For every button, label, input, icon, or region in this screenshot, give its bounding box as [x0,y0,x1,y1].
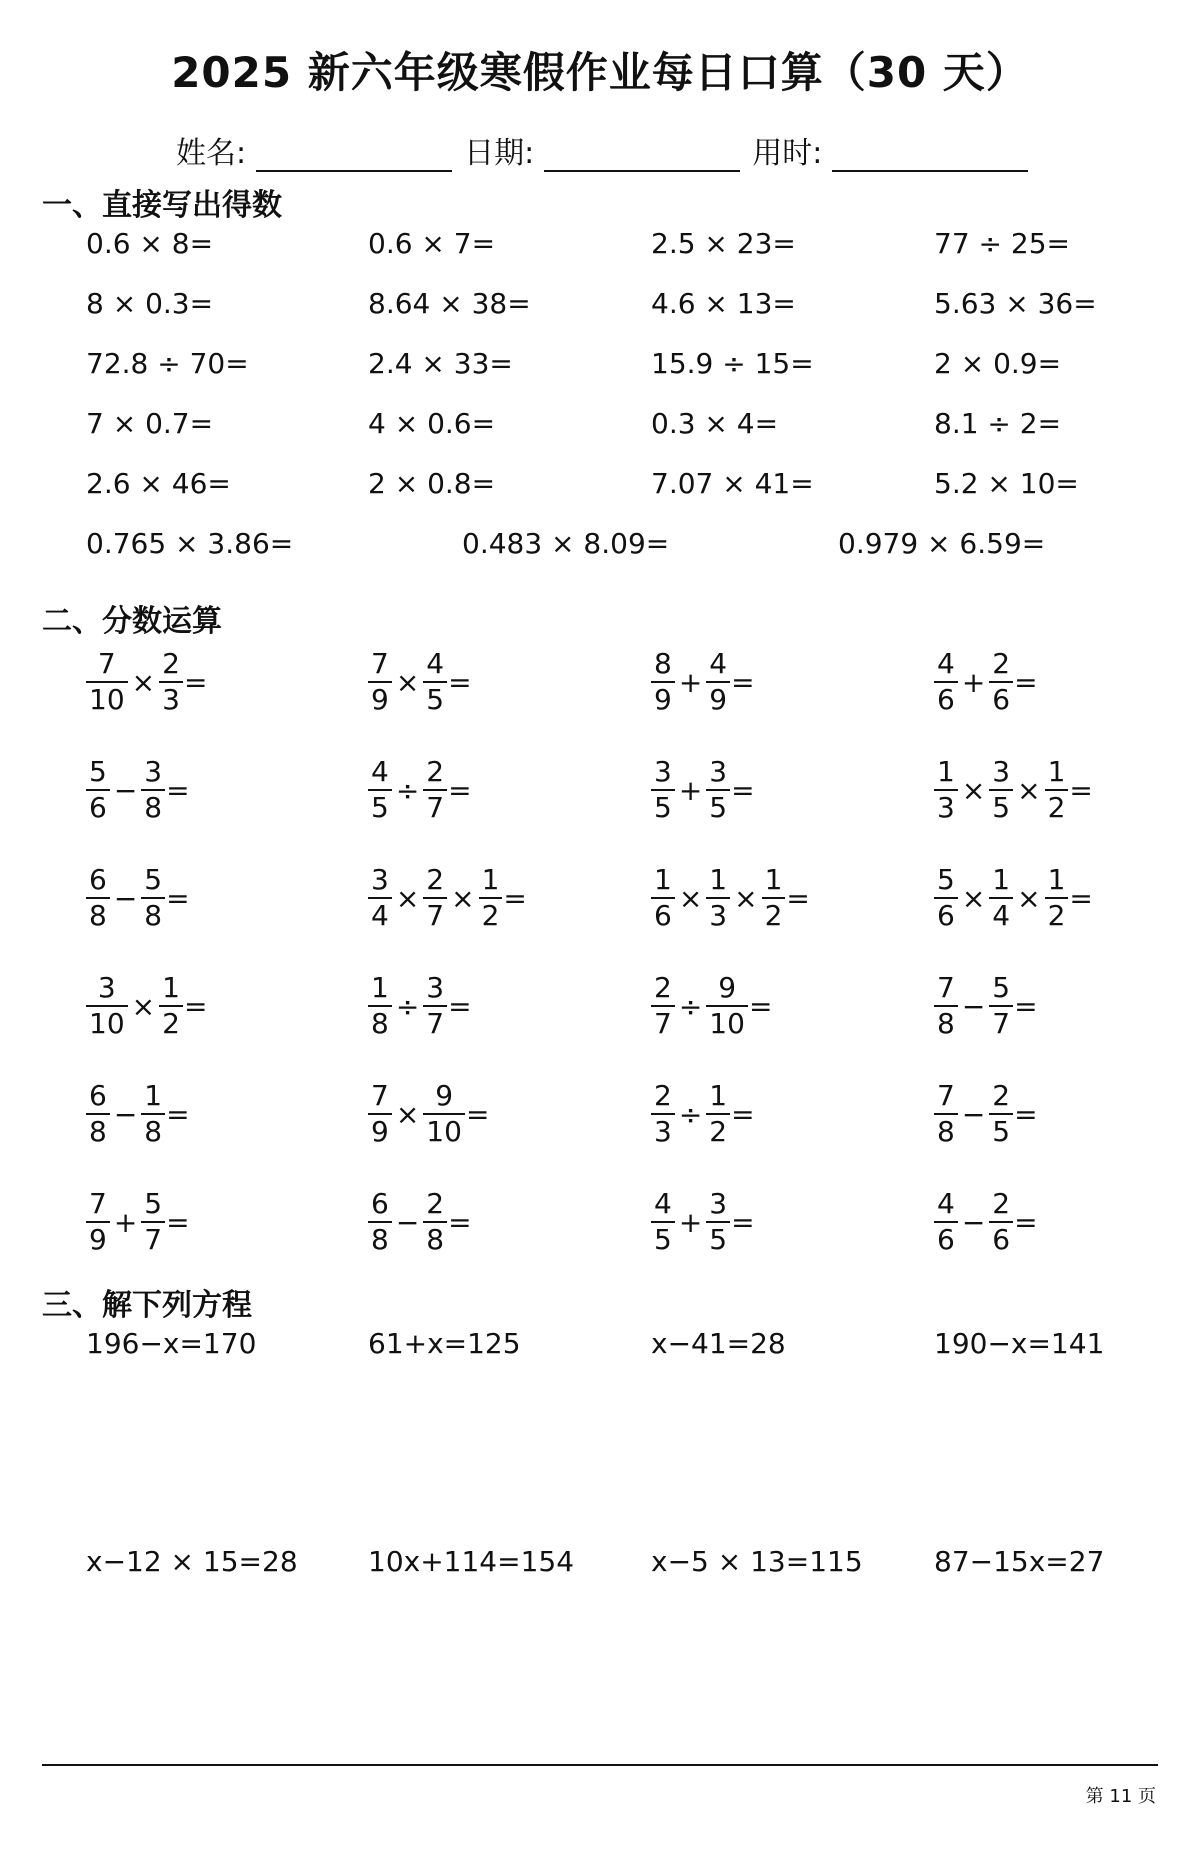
denominator: 8 [934,1113,958,1149]
numerator: 3 [709,755,728,788]
numerator: 3 [371,863,389,896]
denominator: 5 [706,1221,730,1257]
denominator: 9 [368,681,392,717]
arithmetic-problem: 5.2 × 10= [934,467,1079,500]
fraction [651,647,675,717]
numerator: 3 [426,971,445,1004]
denominator: 5 [706,789,730,825]
denominator: 2 [762,897,786,933]
equals-sign: = [1014,1097,1038,1131]
fraction [86,863,110,933]
fraction-problem [651,748,755,832]
denominator: 3 [651,1113,675,1149]
arithmetic-problem: 8 × 0.3= [86,287,214,320]
operator: × [451,881,475,915]
fraction [423,971,447,1041]
equals-sign: = [448,1205,472,1239]
equals-sign: = [1014,1205,1038,1239]
denominator: 6 [934,1221,958,1257]
numerator: 1 [1047,755,1066,788]
fraction-row [0,1180,1200,1264]
fraction [762,863,786,933]
denominator: 7 [423,789,447,825]
denominator: 5 [651,1221,675,1257]
arithmetic-problem: 0.6 × 8= [86,227,214,260]
fraction [141,863,165,933]
equals-sign: = [731,773,755,807]
arithmetic-problem: 77 ÷ 25= [934,227,1070,260]
fraction-problem [934,1072,1038,1156]
operator: × [395,665,420,699]
fraction-row [0,748,1200,832]
operator: × [961,773,986,807]
denominator: 7 [423,1005,447,1041]
fraction-row [0,1072,1200,1156]
fraction-problem [86,856,190,940]
equals-sign: = [166,1097,190,1131]
fraction [934,647,958,717]
fraction [368,1079,392,1149]
denominator: 5 [651,789,675,825]
fraction [86,755,110,825]
operator: − [961,1205,986,1239]
arithmetic-problem: 4 × 0.6= [368,407,496,440]
denominator: 5 [423,681,447,717]
operator: + [678,773,703,807]
fraction [651,971,675,1041]
fraction [989,1079,1013,1149]
operator: ÷ [395,773,420,807]
fraction [989,1187,1013,1257]
fraction-problem [368,1180,472,1264]
fraction-problem [368,964,472,1048]
equals-sign: = [748,989,773,1023]
fraction [159,971,183,1041]
arithmetic-problem: 4.6 × 13= [651,287,796,320]
numerator: 9 [718,971,737,1004]
operator: + [961,665,986,699]
fraction-problem [651,964,772,1048]
fraction [706,755,730,825]
fraction [86,1187,110,1257]
student-info [176,128,1040,172]
numerator: 3 [654,755,672,788]
equals-sign: = [465,1097,490,1131]
page-number: 第 11 页 [1085,1786,1156,1807]
numerator: 4 [937,1187,955,1220]
equation-row [0,1540,1200,1584]
fraction-row [0,640,1200,724]
arithmetic-problem: 72.8 ÷ 70= [86,347,249,380]
fraction [141,1187,165,1257]
fraction-problem [368,1072,489,1156]
fraction-problem [368,856,527,940]
operator: × [395,1097,420,1131]
problem-row [0,462,1200,506]
time-label: 用时: [752,136,823,171]
fraction [368,647,392,717]
numerator: 7 [937,1079,955,1112]
numerator: 4 [709,647,728,680]
denominator: 7 [989,1005,1013,1041]
problem-row [0,522,1200,566]
denominator: 2 [706,1113,730,1149]
numerator: 6 [89,863,107,896]
operator: × [1017,773,1041,807]
numerator: 7 [371,1079,389,1112]
fraction [651,755,675,825]
fraction [159,647,183,717]
numerator: 1 [144,1079,163,1112]
arithmetic-problem: 5.63 × 36= [934,287,1097,320]
arithmetic-problem: 0.765 × 3.86= [86,527,294,560]
arithmetic-problem: 8.64 × 38= [368,287,531,320]
arithmetic-problem: 15.9 ÷ 15= [651,347,814,380]
fraction [368,1187,392,1257]
fraction-problem [651,856,810,940]
denominator: 8 [141,897,165,933]
fraction-problem [934,964,1038,1048]
fraction-problem [934,748,1093,832]
equals-sign: = [731,665,755,699]
fraction [141,1079,165,1149]
numerator: 2 [426,755,445,788]
equation-problem: x−5 × 13=115 [651,1545,863,1578]
equation-problem: 61+x=125 [368,1327,521,1360]
equals-sign: = [731,1205,755,1239]
denominator: 6 [86,789,110,825]
numerator: 1 [371,971,389,1004]
numerator: 3 [97,971,116,1004]
arithmetic-problem: 2 × 0.9= [934,347,1062,380]
operator: × [131,665,156,699]
fraction [934,1187,958,1257]
footer-divider [42,1764,1158,1766]
numerator: 9 [435,1079,454,1112]
fraction [934,971,958,1041]
numerator: 2 [654,1079,672,1112]
fraction [479,863,503,933]
denominator: 8 [141,1113,165,1149]
equals-sign: = [166,773,190,807]
fraction-problem [651,640,755,724]
equals-sign: = [1014,989,1038,1023]
fraction-problem [651,1180,755,1264]
equals-sign: = [448,773,472,807]
fraction [86,1079,110,1149]
arithmetic-problem: 0.979 × 6.59= [838,527,1046,560]
arithmetic-problem: 7.07 × 41= [651,467,814,500]
numerator: 1 [1047,863,1066,896]
numerator: 7 [937,971,955,1004]
equals-sign: = [183,989,208,1023]
numerator: 7 [97,647,116,680]
arithmetic-problem: 2.4 × 33= [368,347,513,380]
denominator: 5 [989,789,1013,825]
operator: × [961,881,986,915]
numerator: 1 [937,755,955,788]
denominator: 3 [706,897,730,933]
operator: ÷ [678,989,703,1023]
numerator: 1 [709,1079,728,1112]
problem-row [0,282,1200,326]
numerator: 3 [144,755,163,788]
operator: + [678,665,703,699]
denominator: 4 [989,897,1013,933]
equals-sign: = [1069,773,1093,807]
arithmetic-problem: 2.6 × 46= [86,467,231,500]
numerator: 2 [654,971,672,1004]
denominator: 10 [86,681,128,717]
denominator: 10 [706,1005,748,1041]
equation-row [0,1322,1200,1366]
denominator: 8 [934,1005,958,1041]
numerator: 1 [654,863,672,896]
fraction-row [0,964,1200,1048]
fraction [423,755,447,825]
numerator: 2 [162,647,180,680]
numerator: 5 [144,863,163,896]
fraction [706,1187,730,1257]
fraction [706,863,730,933]
denominator: 4 [368,897,392,933]
name-label: 姓名: [176,136,247,171]
fraction [934,755,958,825]
denominator: 9 [706,681,730,717]
problem-row [0,402,1200,446]
fraction-problem [86,640,207,724]
numerator: 5 [89,755,107,788]
numerator: 4 [937,647,955,680]
arithmetic-problem: 7 × 0.7= [86,407,214,440]
denominator: 2 [1045,789,1069,825]
numerator: 5 [144,1187,163,1220]
fraction [86,971,128,1041]
denominator: 8 [86,897,110,933]
equation-problem: x−41=28 [651,1327,786,1360]
numerator: 7 [371,647,389,680]
equation-problem: 87−15x=27 [934,1545,1105,1578]
date-label: 日期: [464,136,535,171]
equals-sign: = [1069,881,1093,915]
fraction-problem [651,1072,755,1156]
fraction [423,647,447,717]
fraction [651,1079,675,1149]
equation-problem: 190−x=141 [934,1327,1105,1360]
name-blank [256,140,452,172]
fraction [934,1079,958,1149]
equals-sign: = [786,881,810,915]
fraction-problem [934,856,1093,940]
operator: − [395,1205,420,1239]
operator: + [678,1205,703,1239]
numerator: 4 [371,755,389,788]
fraction [1045,755,1069,825]
fraction [423,1187,447,1257]
page-title: 2025 新六年级寒假作业每日口算（30 天） [171,48,1029,97]
numerator: 1 [481,863,500,896]
denominator: 6 [934,897,958,933]
numerator: 8 [654,647,672,680]
fraction [989,647,1013,717]
operator: × [131,989,156,1023]
equation-problem: x−12 × 15=28 [86,1545,298,1578]
numerator: 2 [992,1187,1011,1220]
numerator: 5 [992,971,1011,1004]
denominator: 6 [651,897,675,933]
numerator: 3 [992,755,1011,788]
denominator: 6 [989,1221,1013,1257]
operator: − [961,989,986,1023]
time-blank [832,140,1028,172]
operator: − [961,1097,986,1131]
date-blank [544,140,740,172]
fraction-problem [86,748,190,832]
fraction [706,971,748,1041]
fraction [141,755,165,825]
fraction [1045,863,1069,933]
denominator: 8 [368,1005,392,1041]
denominator: 2 [159,1005,183,1041]
fraction-row [0,856,1200,940]
operator: − [113,1097,138,1131]
fraction [368,863,392,933]
denominator: 6 [989,681,1013,717]
problem-row [0,342,1200,386]
numerator: 1 [162,971,180,1004]
equation-problem: 196−x=170 [86,1327,257,1360]
equals-sign: = [166,881,190,915]
equals-sign: = [448,665,472,699]
arithmetic-problem: 8.1 ÷ 2= [934,407,1062,440]
arithmetic-problem: 2 × 0.8= [368,467,496,500]
fraction [989,755,1013,825]
denominator: 7 [423,897,447,933]
equals-sign: = [731,1097,755,1131]
fraction-problem [934,640,1038,724]
fraction [423,863,447,933]
equals-sign: = [1014,665,1038,699]
problem-row [0,222,1200,266]
numerator: 2 [992,647,1011,680]
fraction-problem [86,1072,190,1156]
fraction [368,971,392,1041]
fraction-problem [86,964,207,1048]
operator: + [113,1205,138,1239]
denominator: 5 [368,789,392,825]
denominator: 2 [479,897,503,933]
equation-problem: 10x+114=154 [368,1545,575,1578]
denominator: 9 [651,681,675,717]
numerator: 4 [654,1187,672,1220]
operator: − [113,773,138,807]
numerator: 2 [992,1079,1011,1112]
arithmetic-problem: 0.6 × 7= [368,227,496,260]
fraction [86,647,128,717]
operator: × [678,881,703,915]
operator: × [734,881,758,915]
numerator: 5 [937,863,955,896]
section-1-heading: 一、直接写出得数 [42,188,282,223]
denominator: 8 [86,1113,110,1149]
numerator: 2 [426,863,445,896]
denominator: 10 [423,1113,465,1149]
fraction [989,863,1013,933]
numerator: 4 [426,647,445,680]
fraction [989,971,1013,1041]
fraction-problem [86,1180,190,1264]
fraction [706,1079,730,1149]
numerator: 6 [371,1187,389,1220]
fraction-problem [934,1180,1038,1264]
section-3-heading: 三、解下列方程 [42,1288,252,1323]
numerator: 3 [709,1187,728,1220]
denominator: 7 [141,1221,165,1257]
numerator: 1 [764,863,783,896]
denominator: 8 [141,789,165,825]
operator: × [1017,881,1041,915]
denominator: 8 [368,1221,392,1257]
operator: ÷ [395,989,420,1023]
fraction [651,1187,675,1257]
operator: × [395,881,420,915]
numerator: 1 [992,863,1011,896]
denominator: 8 [423,1221,447,1257]
fraction [934,863,958,933]
section-2-heading: 二、分数运算 [42,604,222,639]
denominator: 5 [989,1113,1013,1149]
fraction-problem [368,640,472,724]
denominator: 7 [651,1005,675,1041]
arithmetic-problem: 0.3 × 4= [651,407,779,440]
fraction [651,863,675,933]
equals-sign: = [183,665,208,699]
denominator: 10 [86,1005,128,1041]
fraction [368,755,392,825]
equals-sign: = [448,989,472,1023]
numerator: 2 [426,1187,445,1220]
denominator: 3 [159,681,183,717]
denominator: 2 [1045,897,1069,933]
fraction [706,647,730,717]
denominator: 9 [86,1221,110,1257]
arithmetic-problem: 0.483 × 8.09= [462,527,670,560]
numerator: 1 [709,863,728,896]
operator: ÷ [678,1097,703,1131]
arithmetic-problem: 2.5 × 23= [651,227,796,260]
denominator: 9 [368,1113,392,1149]
denominator: 3 [934,789,958,825]
equals-sign: = [166,1205,190,1239]
operator: − [113,881,138,915]
denominator: 6 [934,681,958,717]
fraction [423,1079,465,1149]
numerator: 6 [89,1079,107,1112]
fraction-problem [368,748,472,832]
numerator: 7 [89,1187,107,1220]
equals-sign: = [503,881,527,915]
